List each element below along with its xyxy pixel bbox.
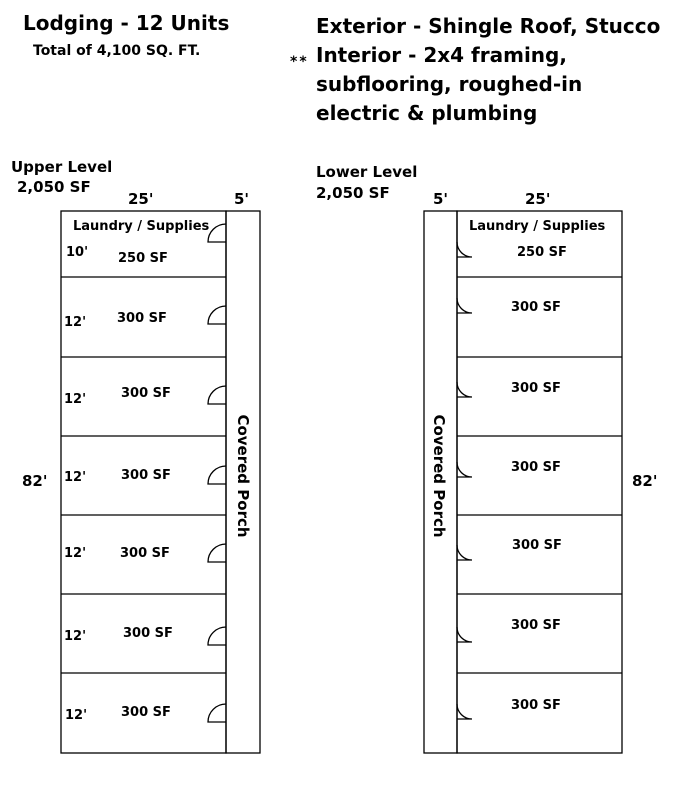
door-icon [208,627,226,645]
upper-room-depth: 12' [64,546,87,561]
lower-level-name: Lower Level [316,163,418,181]
note-line-electric: electric & plumbing [316,101,538,125]
page-title: Lodging - 12 Units [23,11,230,35]
lower-room-area: 250 SF [517,245,567,260]
note-line-exterior: Exterior - Shingle Roof, Stucco [316,14,661,38]
upper-height: 82' [22,472,48,490]
upper-width-main: 25' [128,190,154,208]
door-icon [208,224,226,242]
door-icon [457,545,472,560]
lower-height: 82' [632,472,658,490]
lower-room-area: 300 SF [511,460,561,475]
door-icon [457,462,472,477]
lower-laundry-name: Laundry / Supplies [469,219,606,234]
upper-porch-label: Covered Porch [234,414,252,538]
upper-room-depth: 10' [66,245,89,260]
door-icon [208,466,226,484]
upper-width-porch: 5' [234,190,250,208]
door-icon [208,704,226,722]
note-line-interior: Interior - 2x4 framing, [316,43,567,67]
lower-level-area: 2,050 SF [316,184,390,202]
lower-room-area: 300 SF [511,300,561,315]
upper-room-depth: 12' [64,629,87,644]
upper-room-depth: 12' [64,470,87,485]
upper-room-area: 300 SF [117,311,167,326]
lower-main-outline [457,211,622,753]
upper-room-area: 300 SF [123,626,173,641]
upper-room-area: 250 SF [118,251,168,266]
door-icon [457,382,472,397]
upper-room-area: 300 SF [120,546,170,561]
upper-laundry-name: Laundry / Supplies [73,219,210,234]
lower-room-area: 300 SF [512,538,562,553]
upper-level-area: 2,050 SF [17,178,91,196]
upper-room-depth: 12' [64,392,87,407]
door-icon [208,386,226,404]
door-icon [457,242,472,257]
upper-room-depth: 12' [65,708,88,723]
door-icon [208,306,226,324]
note-line-subflooring: subflooring, roughed-in [316,72,583,96]
upper-room-area: 300 SF [121,705,171,720]
lower-room-area: 300 SF [511,618,561,633]
note-stars: ** [290,54,309,70]
lower-room-area: 300 SF [511,381,561,396]
door-icon [457,704,472,719]
upper-room-area: 300 SF [121,468,171,483]
lower-room-area: 300 SF [511,698,561,713]
upper-room-area: 300 SF [121,386,171,401]
door-icon [457,298,472,313]
total-area: Total of 4,100 SQ. FT. [33,43,201,59]
upper-room-depth: 12' [64,315,87,330]
door-icon [208,544,226,562]
door-icon [457,627,472,642]
lower-width-porch: 5' [433,190,449,208]
lower-porch-label: Covered Porch [430,414,448,538]
upper-level-name: Upper Level [11,158,113,176]
lower-width-main: 25' [525,190,551,208]
